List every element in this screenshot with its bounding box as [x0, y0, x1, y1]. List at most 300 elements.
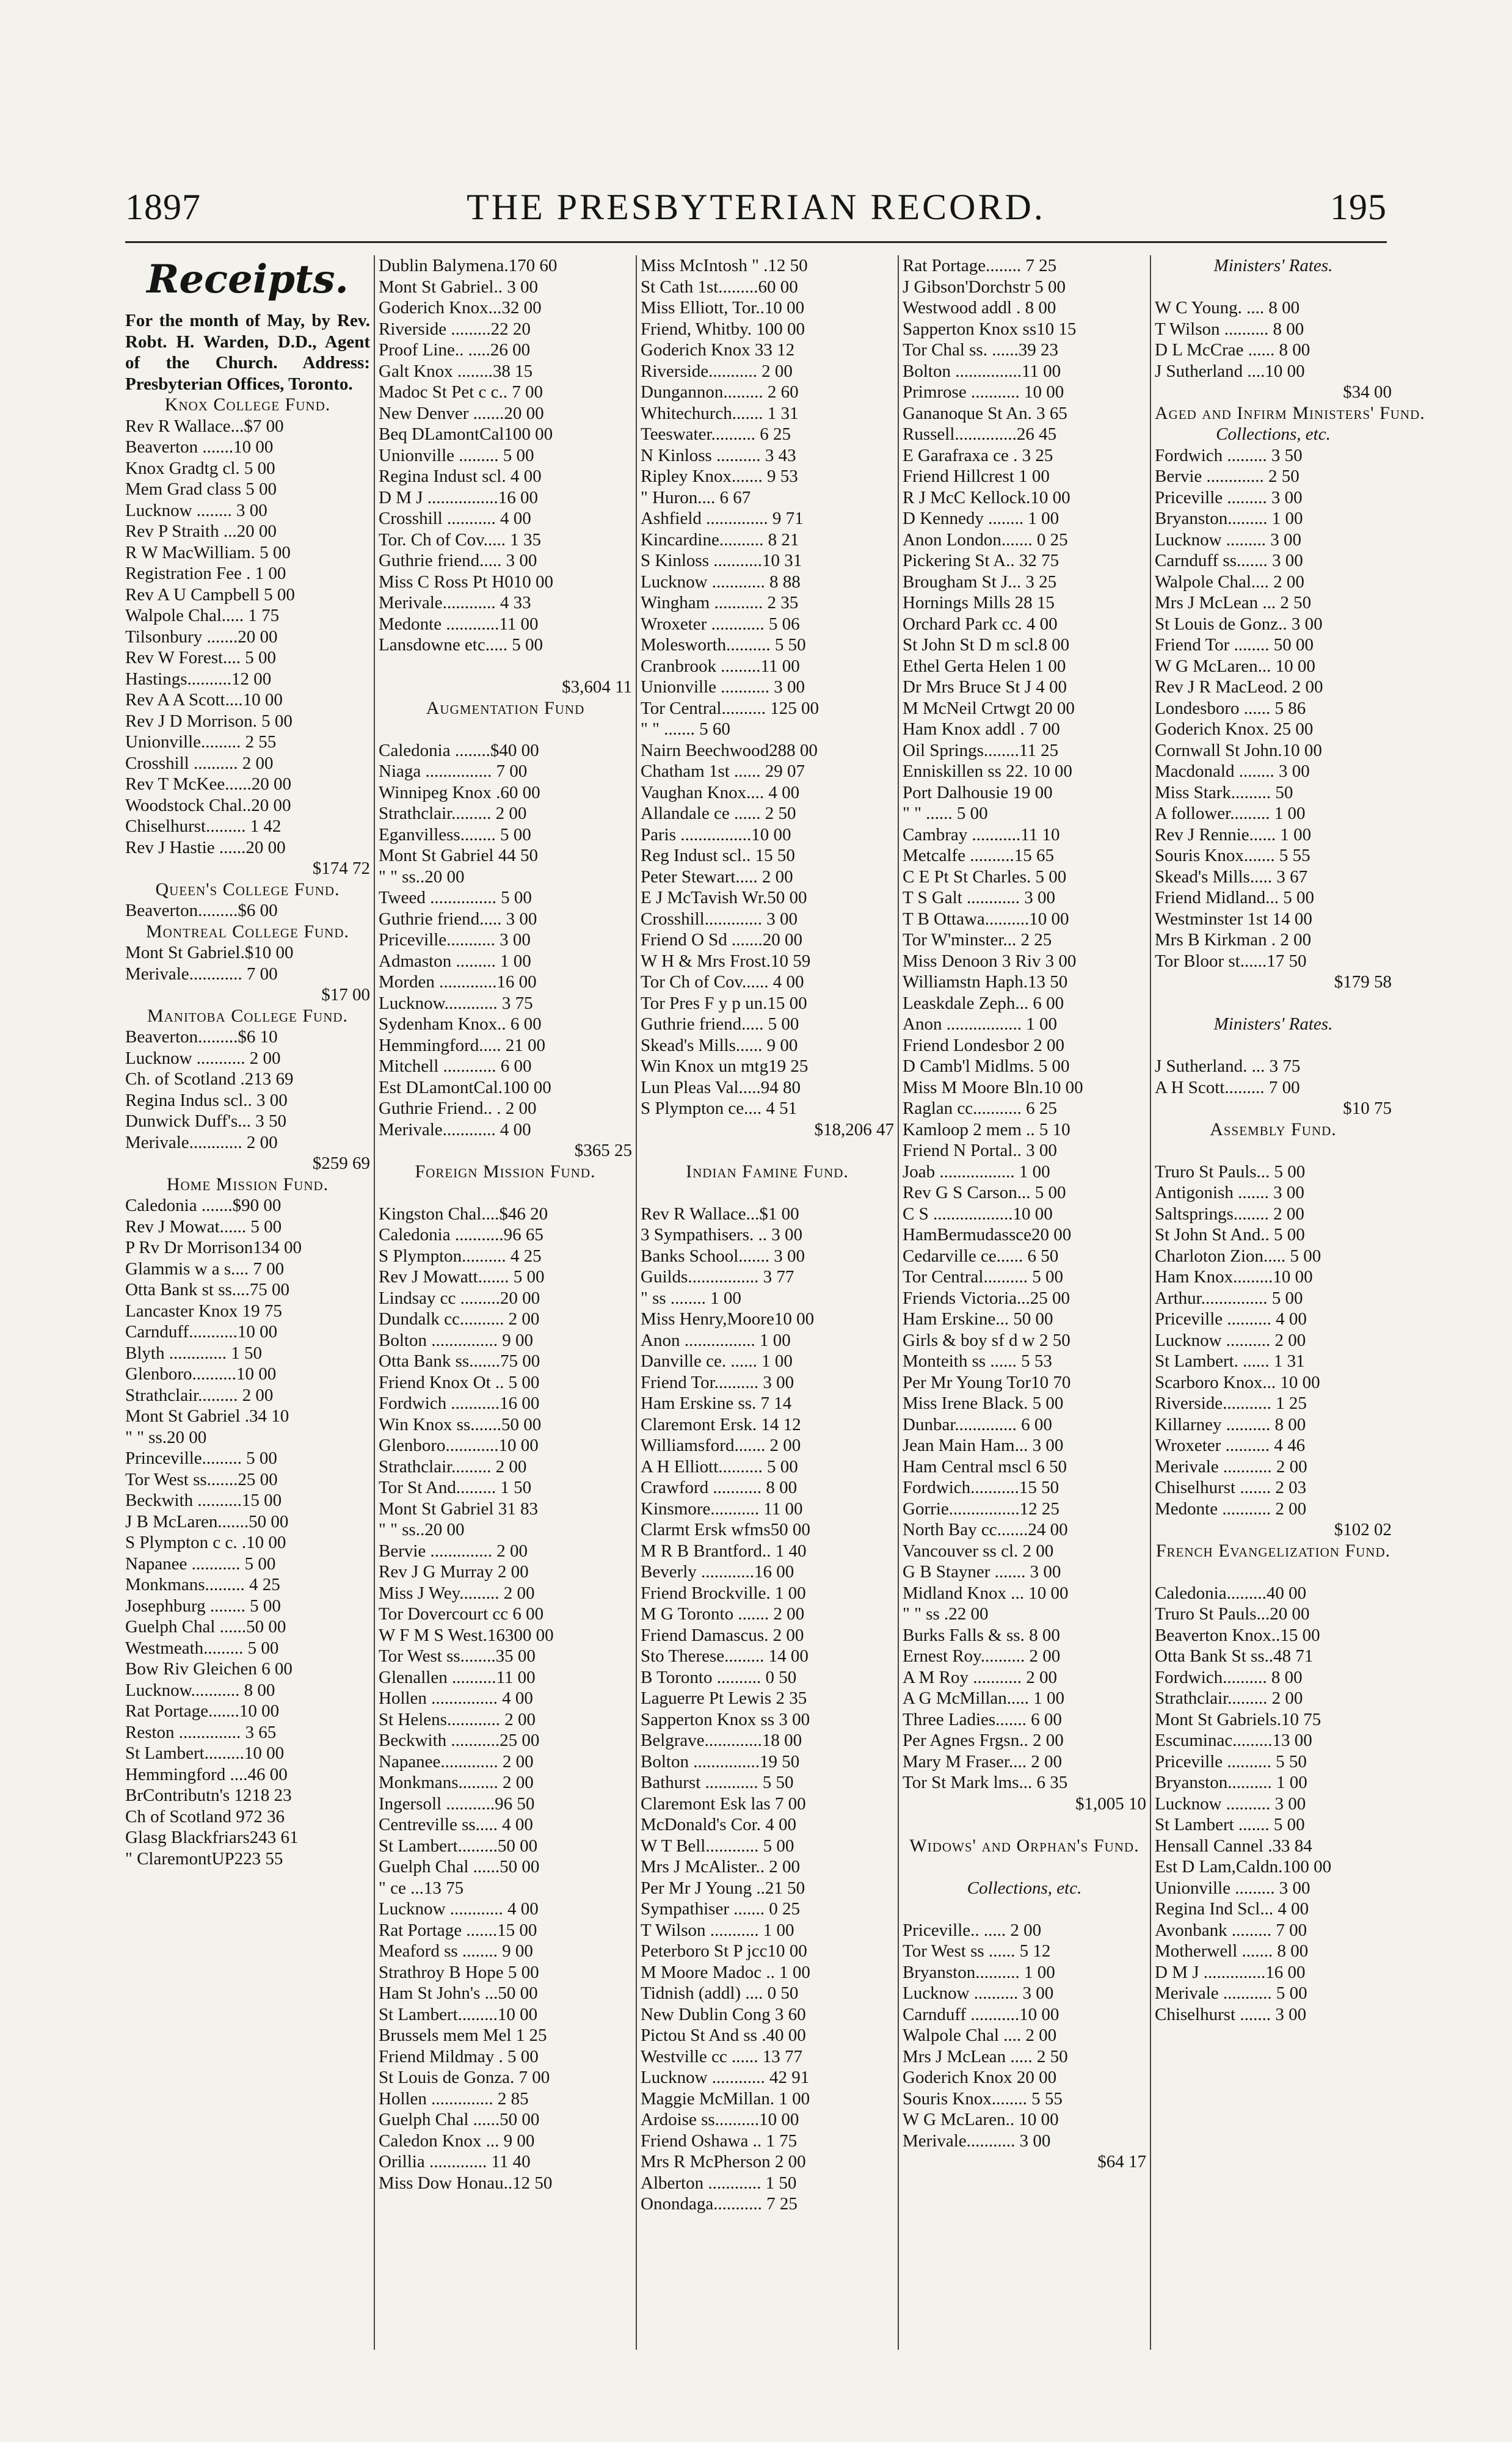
- receipt-entry: S Plympton ce.... 4 51: [641, 1099, 798, 1118]
- receipt-entry: W G McLaren... 10 00: [1155, 656, 1315, 676]
- receipt-entry: Rat Portage........ 7 25: [903, 256, 1057, 275]
- receipt-entry: Merivale............ 4 00: [379, 1119, 531, 1139]
- receipt-entry: Sympathiser ....... 0 25: [641, 1899, 800, 1919]
- receipt-entry: Gananoque St An. 3 65: [903, 403, 1067, 423]
- receipt-entry: G B Stayner ....... 3 00: [903, 1562, 1061, 1582]
- receipt-entry: Merivale ........... 2 00: [1155, 1456, 1307, 1477]
- receipt-entry: Bryanston.......... 1 00: [903, 1962, 1055, 1982]
- receipt-entry: Tor Chal ss. ......39 23: [903, 340, 1058, 360]
- receipt-entry: B Toronto .......... 0 50: [641, 1667, 797, 1687]
- receipt-entry: Crawford ........... 8 00: [641, 1478, 798, 1497]
- receipt-entry: Friend Hillcrest 1 00: [903, 467, 1050, 486]
- receipt-entry: Orillia ............. 11 40: [379, 2152, 531, 2171]
- receipt-entry: Kamloop 2 mem .. 5 10: [903, 1119, 1070, 1139]
- receipt-entry: " " ss..20 00: [379, 867, 465, 887]
- receipt-entry: Hemmingford..... 21 00: [379, 1035, 546, 1055]
- receipt-entry: Pickering St A.. 32 75: [903, 551, 1059, 570]
- receipt-entry: Glammis w a s.... 7 00: [125, 1259, 285, 1279]
- receipt-entry: Miss Dow Honau..12 50: [379, 2173, 553, 2193]
- receipt-entry: Otta Bank St ss..48 71: [1155, 1646, 1314, 1666]
- receipt-entry: St Cath 1st.........60 00: [641, 277, 798, 297]
- receipt-entry: Oil Springs........11 25: [903, 740, 1059, 760]
- receipt-entry: Peterboro St P jcc10 00: [641, 1941, 807, 1961]
- receipt-entry: Unionville ........... 3 00: [641, 677, 805, 697]
- receipt-entry: Glenboro............10 00: [379, 1436, 539, 1455]
- receipt-entry: Ardoise ss..........10 00: [641, 2110, 799, 2129]
- receipt-entry: Fordwich...........15 50: [903, 1478, 1059, 1497]
- receipt-entry: Rev J Hastie ......20 00: [125, 837, 286, 857]
- receipt-entry: Glenboro..........10 00: [125, 1364, 277, 1384]
- receipt-entry: Tor Central.......... 5 00: [903, 1267, 1063, 1287]
- receipt-entry: " " ....... 5 60: [641, 719, 730, 739]
- receipt-entry: Rat Portage.......10 00: [125, 1701, 280, 1721]
- receipt-entry: Fordwich.......... 8 00: [1155, 1667, 1303, 1687]
- receipt-entry: Antigonish ....... 3 00: [1155, 1183, 1304, 1202]
- receipt-entry: Wingham ........... 2 35: [641, 593, 799, 612]
- receipt-entry: Rev J Mowat...... 5 00: [125, 1216, 282, 1237]
- fund-total: $64 17: [1097, 2152, 1146, 2171]
- receipt-entry: Beckwith ...........25 00: [379, 1731, 540, 1750]
- receipt-entry: Crosshill ........... 4 00: [379, 509, 531, 528]
- receipt-entry: Ingersoll ...........96 50: [379, 1793, 535, 1814]
- receipt-entry: Ethel Gerta Helen 1 00: [903, 656, 1066, 676]
- receipt-entry: Friend Tor ........ 50 00: [1155, 635, 1314, 655]
- receipt-entry: Tor Bloor st......17 50: [1155, 951, 1307, 971]
- fund-total: $365 25: [574, 1141, 632, 1160]
- receipt-entry: Tor Dovercourt cc 6 00: [379, 1604, 544, 1624]
- receipt-entry: D M J ..............16 00: [1155, 1962, 1306, 1982]
- receipt-entry: New Denver .......20 00: [379, 403, 544, 423]
- receipt-entry: Morden .............16 00: [379, 972, 537, 992]
- receipt-entry: Medonte ............11 00: [379, 614, 539, 634]
- receipt-entry: Chatham 1st ...... 29 07: [641, 761, 805, 781]
- receipt-entry: D M J ................16 00: [379, 487, 539, 507]
- receipt-entry: Orchard Park cc. 4 00: [903, 614, 1058, 634]
- spacer: [379, 656, 632, 677]
- receipt-entry: 3 Sympathisers. .. 3 00: [641, 1225, 803, 1245]
- receipt-entry: Mitchell ............ 6 00: [379, 1056, 532, 1076]
- receipt-entry: Skead's Mills..... 3 67: [1155, 867, 1308, 887]
- receipt-entry: Win Knox un mtg19 25: [641, 1056, 809, 1076]
- receipt-entry: Kinsmore........... 11 00: [641, 1499, 803, 1519]
- receipt-entry: Bathurst ............ 5 50: [641, 1773, 794, 1792]
- receipt-entry: St Helens............ 2 00: [379, 1709, 536, 1729]
- receipt-entry: Beq DLamontCal100 00: [379, 424, 553, 444]
- receipt-entry: Josephburg ........ 5 00: [125, 1596, 281, 1616]
- spacer: [1155, 993, 1392, 1014]
- receipt-entry: Reston .............. 3 65: [125, 1722, 277, 1742]
- receipt-entry: Sapperton Knox ss 3 00: [641, 1709, 810, 1729]
- receipt-entry: " Huron.... 6 67: [641, 487, 751, 507]
- receipt-entry: St Lambert.........50 00: [379, 1836, 538, 1856]
- receipt-entry: Lucknow ........ 3 00: [125, 500, 267, 520]
- receipt-entry: Bow Riv Gleichen 6 00: [125, 1659, 293, 1679]
- receipt-entry: Guelph Chal ......50 00: [379, 1857, 540, 1877]
- receipt-entry: Lansdowne etc..... 5 00: [379, 635, 543, 655]
- receipt-entry: Dunwick Duff's... 3 50: [125, 1111, 287, 1131]
- receipt-entry: Admaston ......... 1 00: [379, 951, 531, 971]
- header-page-number: 195: [1330, 187, 1387, 227]
- receipt-entry: P Rv Dr Morrison134 00: [125, 1238, 302, 1257]
- receipt-entry: Lucknow ........... 2 00: [125, 1048, 281, 1068]
- receipt-entry: A follower......... 1 00: [1155, 804, 1306, 823]
- receipt-entry: Friend Oshawa .. 1 75: [641, 2131, 798, 2151]
- receipt-entry: Clarmt Ersk wfms50 00: [641, 1520, 810, 1539]
- receipt-entry: S Plympton.......... 4 25: [379, 1246, 542, 1266]
- receipt-entry: Carnduff ss....... 3 00: [1155, 551, 1303, 570]
- receipt-entry: Friend Brockville. 1 00: [641, 1583, 806, 1603]
- receipt-entry: Guilds................ 3 77: [641, 1267, 794, 1287]
- receipt-entry: Brussels mem Mel 1 25: [379, 2026, 547, 2045]
- receipt-entry: Burks Falls & ss. 8 00: [903, 1625, 1060, 1645]
- receipt-entry: Mrs B Kirkman . 2 00: [1155, 930, 1312, 950]
- receipt-entry: Tor St Mark lms... 6 35: [903, 1773, 1068, 1792]
- receipt-entry: Friend Tor.......... 3 00: [641, 1372, 794, 1392]
- receipt-entry: Strathroy B Hope 5 00: [379, 1962, 539, 1982]
- spacer: [1155, 1561, 1392, 1583]
- receipt-entry: Regina Indust scl. 4 00: [379, 467, 542, 486]
- receipt-entry: J Sutherland. ... 3 75: [1155, 1056, 1301, 1076]
- fund-total: $18,206 47: [814, 1119, 894, 1139]
- receipt-entry: St Lambert.........10 00: [125, 1743, 285, 1763]
- receipt-entry: Lun Pleas Val.....94 80: [641, 1077, 801, 1097]
- receipt-entry: Cedarville ce...... 6 50: [903, 1246, 1059, 1266]
- receipt-entry: Mrs J McLean ... 2 50: [1155, 593, 1312, 612]
- receipt-entry: Mont St Gabriel.. 3 00: [379, 277, 538, 297]
- receipt-entry: W C Young. .... 8 00: [1155, 298, 1300, 318]
- receipt-entry: Friend Londesbor 2 00: [903, 1035, 1064, 1055]
- receipt-entry: " " ss .22 00: [903, 1604, 989, 1624]
- receipt-entry: Riverside........... 2 00: [641, 361, 793, 381]
- receipt-entry: A H Scott......... 7 00: [1155, 1077, 1300, 1097]
- fund-heading: Assembly Fund.: [1210, 1119, 1337, 1139]
- receipt-entry: Souris Knox....... 5 55: [1155, 846, 1310, 865]
- receipt-entry: Truro St Pauls... 5 00: [1155, 1161, 1306, 1182]
- receipt-entry: Sydenham Knox.. 6 00: [379, 1014, 542, 1034]
- receipt-entry: T Wilson .......... 8 00: [1155, 319, 1304, 339]
- receipt-entry: Midland Knox ... 10 00: [903, 1583, 1069, 1603]
- receipt-entry: Priceville........... 3 00: [379, 930, 531, 950]
- receipt-entry: Danville ce. ...... 1 00: [641, 1351, 793, 1371]
- receipt-entry: E Garafraxa ce . 3 25: [903, 445, 1053, 465]
- receipt-entry: Rev J Mowatt....... 5 00: [379, 1267, 545, 1287]
- receipt-entry: Merivale............ 2 00: [125, 1132, 278, 1152]
- receipt-entry: Ernest Roy.......... 2 00: [903, 1646, 1061, 1666]
- receipt-entry: Saltsprings........ 2 00: [1155, 1204, 1304, 1224]
- receipt-entry: Registration Fee . 1 00: [125, 564, 286, 583]
- receipt-entry: Walpole Chal..... 1 75: [125, 606, 280, 625]
- page-header: [125, 186, 1387, 241]
- receipt-entry: N Kinloss .......... 3 43: [641, 445, 796, 465]
- receipt-entry: D Kennedy ........ 1 00: [903, 509, 1059, 528]
- receipt-entry: Three Ladies....... 6 00: [903, 1709, 1062, 1729]
- receipt-entry: Dundalk cc.......... 2 00: [379, 1309, 540, 1329]
- receipt-entry: Beaverton .......10 00: [125, 437, 274, 457]
- receipt-entry: Hemmingford ....46 00: [125, 1764, 288, 1784]
- receipt-entry: Anon ................. 1 00: [903, 1014, 1057, 1034]
- receipt-entry: Niaga ............... 7 00: [379, 761, 528, 781]
- receipt-entry: " ClaremontUP223 55: [125, 1848, 283, 1869]
- receipt-entry: Merivale............ 4 33: [379, 593, 531, 612]
- receipt-entry: Laguerre Pt Lewis 2 35: [641, 1688, 807, 1708]
- receipt-entry: Miss Elliott, Tor..10 00: [641, 298, 805, 318]
- receipt-entry: Centreville ss..... 4 00: [379, 1815, 533, 1834]
- receipt-entry: Caledonia ...........96 65: [379, 1225, 543, 1245]
- receipt-entry: " " ...... 5 00: [903, 804, 988, 823]
- receipt-entry: St Lambert. ...... 1 31: [1155, 1351, 1305, 1371]
- receipt-entry: Friend Midland... 5 00: [1155, 888, 1314, 907]
- receipt-entry: Miss Denoon 3 Riv 3 00: [903, 951, 1077, 971]
- receipt-entry: A G McMillan..... 1 00: [903, 1688, 1065, 1708]
- receipt-entry: Alberton ............ 1 50: [641, 2173, 797, 2193]
- fund-total: $102 02: [1334, 1520, 1392, 1539]
- receipt-entry: Reg Indust scl.. 15 50: [641, 846, 795, 865]
- spacer: [641, 1140, 894, 1161]
- column-5: [1150, 255, 1425, 2350]
- receipt-entry: Beverly ............16 00: [641, 1562, 794, 1582]
- receipt-entry: Beaverton Knox..15 00: [1155, 1625, 1320, 1645]
- receipt-entry: Carnduff ...........10 00: [903, 2004, 1059, 2024]
- receipt-entry: Per Mr J Young ..21 50: [641, 1878, 805, 1898]
- receipt-entry: Allandale ce ...... 2 50: [641, 804, 796, 823]
- receipt-entry: Proof Line.. .....26 00: [379, 340, 531, 360]
- receipt-entry: Rev J G Murray 2 00: [379, 1562, 529, 1582]
- receipt-entry: Princeville......... 5 00: [125, 1448, 277, 1468]
- receipt-entry: Mary M Fraser.... 2 00: [903, 1751, 1062, 1772]
- receipt-entry: Paris ................10 00: [641, 824, 791, 845]
- receipt-entry: Monkmans......... 4 25: [125, 1575, 280, 1594]
- receipt-entry: Ham St John's ...50 00: [379, 1983, 538, 2003]
- receipt-entry: Rev J Rennie...... 1 00: [1155, 824, 1312, 845]
- receipt-entry: Westwood addl . 8 00: [903, 298, 1056, 318]
- header-title: THE PRESBYTERIAN RECORD.: [467, 187, 1045, 227]
- receipt-entry: Goderich Knox 20 00: [903, 2068, 1057, 2087]
- receipt-entry: Guelph Chal ......50 00: [379, 2110, 540, 2129]
- receipt-entry: " ce ...13 75: [379, 1878, 464, 1898]
- fund-heading: Foreign Mission Fund.: [415, 1161, 596, 1182]
- receipt-entry: Molesworth.......... 5 50: [641, 635, 806, 655]
- receipt-entry: Londesboro ...... 5 86: [1155, 698, 1306, 718]
- receipt-entry: St Louis de Gonz.. 3 00: [1155, 614, 1323, 634]
- fund-total: $17 00: [321, 985, 370, 1005]
- receipt-entry: Jean Main Ham... 3 00: [903, 1436, 1064, 1455]
- receipt-entry: D L McCrae ...... 8 00: [1155, 340, 1310, 360]
- receipt-entry: Westmeath......... 5 00: [125, 1638, 279, 1658]
- receipt-entry: Joab ................. 1 00: [903, 1161, 1050, 1182]
- receipt-entry: Napanee ........... 5 00: [125, 1554, 276, 1574]
- receipt-entry: Lucknow ............ 8 88: [641, 572, 801, 592]
- receipt-entry: Rev T McKee......20 00: [125, 774, 291, 794]
- receipt-entry: Lucknow........... 8 00: [125, 1680, 275, 1700]
- receipt-entry: Nairn Beechwood288 00: [641, 740, 818, 760]
- receipt-entry: Tor West ss ...... 5 12: [903, 1941, 1051, 1961]
- receipt-entry: Anon London....... 0 25: [903, 529, 1068, 550]
- receipt-entry: W G McLaren.. 10 00: [903, 2110, 1059, 2129]
- receipt-entry: M R B Brantford.. 1 40: [641, 1541, 807, 1561]
- receipt-entry: Raglan cc........... 6 25: [903, 1099, 1057, 1118]
- receipt-entry: Scarboro Knox... 10 00: [1155, 1372, 1320, 1392]
- receipt-entry: Tor Central.......... 125 00: [641, 698, 819, 718]
- receipt-entry: Ham Erskine ss. 7 14: [641, 1394, 792, 1413]
- receipt-entry: Anon ................ 1 00: [641, 1330, 791, 1350]
- fund-heading: French Evangelization Fund.: [1155, 1540, 1391, 1561]
- receipt-entry: Goderich Knox. 25 00: [1155, 719, 1314, 739]
- receipt-entry: Mont St Gabriel .34 10: [125, 1406, 289, 1426]
- receipt-entry: Eganvilless........ 5 00: [379, 824, 531, 845]
- receipt-entry: Walpole Chal .... 2 00: [903, 2026, 1057, 2045]
- spacer: [903, 1814, 1146, 1836]
- receipt-entry: Tor Pres F y p un.15 00: [641, 993, 807, 1013]
- receipt-entry: Wroxeter .......... 4 46: [1155, 1436, 1306, 1455]
- receipt-entry: Miss McIntosh " .12 50: [641, 256, 808, 275]
- receipt-entry: T Wilson ........... 1 00: [641, 1920, 794, 1940]
- column-2: [374, 255, 636, 2350]
- receipt-entry: Rev G S Carson... 5 00: [903, 1183, 1066, 1202]
- fund-heading: Queen's College Fund.: [155, 879, 340, 899]
- fund-total: $1,005 10: [1075, 1793, 1146, 1814]
- column-4: [898, 255, 1150, 2350]
- receipt-entry: New Dublin Cong 3 60: [641, 2004, 806, 2024]
- receipt-entry: Beaverton.........$6 00: [125, 901, 278, 920]
- receipt-entry: " ss ........ 1 00: [641, 1288, 741, 1308]
- receipt-entry: Tor W'minster... 2 25: [903, 930, 1052, 950]
- receipts-intro: For the month of May, by Rev. Robt. H. Warden, D.D., Agent of the Church. Address: Presbyterian Offices, Toronto.: [125, 311, 370, 394]
- receipt-entry: Peter Stewart..... 2 00: [641, 867, 793, 887]
- receipt-entry: Rev J R MacLeod. 2 00: [1155, 677, 1323, 697]
- receipt-entry: Kingston Chal....$46 20: [379, 1204, 548, 1224]
- receipt-entry: Friend, Whitby. 100 00: [641, 319, 805, 339]
- receipt-entry: Goderich Knox 33 12: [641, 340, 795, 360]
- receipt-entry: Rev P Straith ...20 00: [125, 521, 277, 541]
- receipt-entry: Killarney .......... 8 00: [1155, 1414, 1306, 1434]
- receipt-entry: Wroxeter ............ 5 06: [641, 614, 800, 634]
- receipt-entry: M McNeil Crtwgt 20 00: [903, 698, 1075, 718]
- receipt-entry: C E Pt St Charles. 5 00: [903, 867, 1067, 887]
- receipt-entry: Riverside .........22 20: [379, 319, 531, 339]
- receipt-entry: Hollen ............... 4 00: [379, 1688, 533, 1708]
- receipt-entry: Macdonald ........ 3 00: [1155, 761, 1310, 781]
- receipt-entry: Rev R Wallace...$1 00: [641, 1204, 799, 1224]
- receipt-entry: Woodstock Chal..20 00: [125, 795, 291, 815]
- receipt-entry: Friend O Sd .......20 00: [641, 930, 803, 950]
- receipt-entry: Mrs J McLean ..... 2 50: [903, 2046, 1068, 2066]
- receipt-entry: Priceville.. ..... 2 00: [903, 1920, 1042, 1940]
- receipt-entry: Per Mr Young Tor10 70: [903, 1372, 1071, 1392]
- receipt-entry: Charloton Zion..... 5 00: [1155, 1246, 1321, 1266]
- receipt-entry: St Louis de Gonza. 7 00: [379, 2068, 550, 2087]
- receipt-entry: Claremont Esk las 7 00: [641, 1793, 806, 1814]
- subheading: Collections, etc.: [967, 1878, 1082, 1898]
- receipt-entry: Mrs R McPherson 2 00: [641, 2152, 806, 2171]
- receipt-entry: Dunbar.............. 6 00: [903, 1414, 1052, 1434]
- receipt-entry: T S Galt ............ 3 00: [903, 888, 1055, 907]
- receipt-entry: Chiselhurst ....... 2 03: [1155, 1478, 1307, 1497]
- subheading: Ministers' Rates.: [1213, 1014, 1333, 1034]
- receipt-entry: Russell..............26 45: [903, 424, 1057, 444]
- receipt-entry: Friend Damascus. 2 00: [641, 1625, 804, 1645]
- receipt-entry: Lucknow ............ 42 91: [641, 2068, 810, 2087]
- receipt-entry: Girls & boy sf d w 2 50: [903, 1330, 1070, 1350]
- receipt-entry: W T Bell............ 5 00: [641, 1836, 794, 1856]
- receipt-entry: Guthrie friend..... 3 00: [379, 909, 537, 929]
- receipt-entry: Bolton ...............11 00: [903, 361, 1061, 381]
- receipt-entry: Gorrie................12 25: [903, 1499, 1059, 1519]
- receipt-entry: Guelph Chal ......50 00: [125, 1617, 286, 1637]
- subheading: Ministers' Rates.: [1213, 256, 1333, 275]
- column-3: [636, 255, 898, 2350]
- receipt-entry: M G Toronto ....... 2 00: [641, 1604, 805, 1624]
- receipt-entry: Dublin Balymena.170 60: [379, 256, 558, 275]
- receipt-entry: Per Agnes Frgsn.. 2 00: [903, 1731, 1064, 1750]
- receipt-entry: Pictou St And ss .40 00: [641, 2026, 806, 2045]
- receipt-entry: Strathclair......... 2 00: [379, 804, 527, 823]
- receipt-entry: Skead's Mills...... 9 00: [641, 1035, 798, 1055]
- receipt-entry: Knox Gradtg cl. 5 00: [125, 458, 275, 478]
- receipt-entry: Souris Knox........ 5 55: [903, 2088, 1063, 2109]
- receipt-entry: Winnipeg Knox .60 00: [379, 782, 540, 802]
- receipt-entry: Ch of Scotland 972 36: [125, 1806, 285, 1826]
- receipt-entry: Win Knox ss.......50 00: [379, 1414, 542, 1434]
- receipt-entry: Strathclair......... 2 00: [1155, 1688, 1303, 1708]
- receipt-entry: Cranbrook .........11 00: [641, 656, 800, 676]
- receipt-entry: Arthur............... 5 00: [1155, 1288, 1303, 1308]
- receipt-entry: Beaverton.........$6 10: [125, 1027, 278, 1047]
- receipt-entry: Hastings..........12 00: [125, 669, 272, 689]
- receipt-entry: Otta Bank ss.......75 00: [379, 1351, 540, 1371]
- receipts-title: Receipts.: [147, 256, 349, 302]
- receipt-entry: Ham Knox addl . 7 00: [903, 719, 1060, 739]
- receipt-entry: Cornwall St John.10 00: [1155, 740, 1322, 760]
- receipt-entry: Miss Henry,Moore10 00: [641, 1309, 815, 1329]
- receipt-entry: Vancouver ss cl. 2 00: [903, 1541, 1054, 1561]
- header-year: 1897: [125, 187, 201, 227]
- receipt-entry: Truro St Pauls...20 00: [1155, 1604, 1310, 1624]
- receipt-entry: Enniskillen ss 22. 10 00: [903, 761, 1072, 781]
- receipt-entry: HamBermudassce20 00: [903, 1225, 1072, 1245]
- receipt-entry: Rev A U Campbell 5 00: [125, 584, 295, 605]
- receipt-entry: Mont St Gabriel 31 83: [379, 1499, 538, 1519]
- receipt-entry: Fordwich ......... 3 50: [1155, 445, 1303, 465]
- receipt-entry: Bolton ...............19 50: [641, 1751, 800, 1772]
- receipt-entry: St Lambert ....... 5 00: [1155, 1815, 1305, 1834]
- receipt-entry: Williamstn Haph.13 50: [903, 972, 1068, 992]
- receipt-entry: Blyth ............. 1 50: [125, 1343, 262, 1363]
- fund-total: $10 75: [1343, 1099, 1392, 1118]
- subheading: Collections, etc.: [1216, 424, 1331, 444]
- receipt-entry: R J McC Kellock.10 00: [903, 487, 1070, 507]
- receipt-entry: Lucknow .......... 3 00: [1155, 1793, 1306, 1814]
- receipt-entry: Guthrie friend..... 5 00: [641, 1014, 799, 1034]
- receipt-entry: Beckwith ..........15 00: [125, 1491, 282, 1510]
- receipt-entry: Brougham St J... 3 25: [903, 572, 1057, 592]
- receipt-entry: Guthrie Friend.. . 2 00: [379, 1099, 537, 1118]
- receipt-entry: Sto Therese......... 14 00: [641, 1646, 809, 1666]
- receipt-entry: Otta Bank st ss....75 00: [125, 1280, 290, 1299]
- receipt-entry: Ham Knox.........10 00: [1155, 1267, 1313, 1287]
- receipt-entry: Cambray ...........11 10: [903, 824, 1060, 845]
- receipt-entry: Dungannon......... 2 60: [641, 382, 799, 402]
- receipt-entry: Vaughan Knox.... 4 00: [641, 782, 800, 802]
- receipt-entry: Tor West ss.......25 00: [125, 1469, 278, 1489]
- receipt-entry: " " ss..20 00: [379, 1520, 465, 1539]
- receipt-entry: E J McTavish Wr.50 00: [641, 888, 807, 907]
- receipt-entry: Onondaga........... 7 25: [641, 2194, 798, 2214]
- receipt-entry: Tilsonbury .......20 00: [125, 627, 278, 647]
- receipt-entry: Meaford ss ........ 9 00: [379, 1941, 533, 1961]
- receipt-entry: A M Roy ........... 2 00: [903, 1667, 1057, 1687]
- receipt-entry: T B Ottawa..........10 00: [903, 909, 1069, 929]
- receipt-entry: Regina Indus scl.. 3 00: [125, 1090, 288, 1110]
